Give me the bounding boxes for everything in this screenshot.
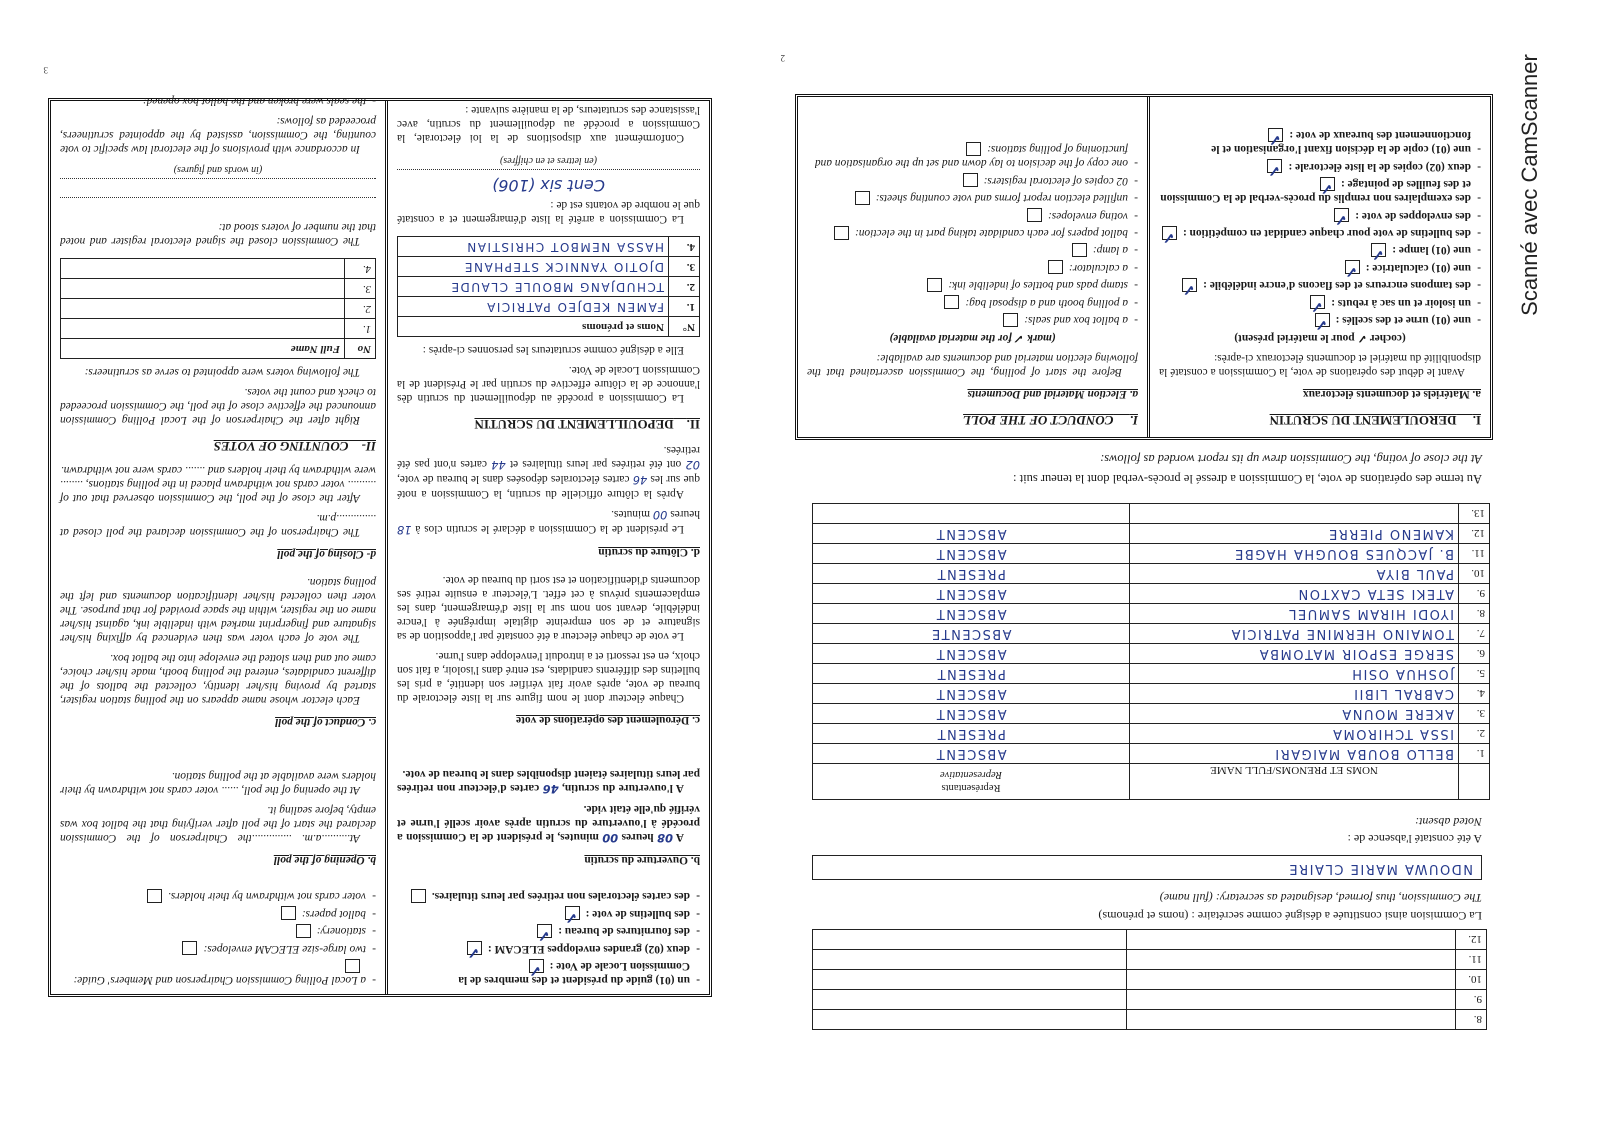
counting-title-fr: II. DEPOUILLEMENT DU SCRUTIN: [474, 417, 700, 433]
checklist-item-label: a lamp:: [1092, 244, 1128, 257]
scrutineers-table-en: [60, 258, 376, 359]
materials-checklist-en-cont: [60, 889, 376, 987]
row-number: 11.: [1456, 950, 1487, 970]
table-row: [398, 297, 700, 317]
candidate-name: [1130, 744, 1459, 764]
checkbox[interactable]: [565, 906, 580, 920]
checklist-item: [807, 295, 1138, 309]
checkbox[interactable]: [927, 278, 942, 292]
checklist-item-label: ballot papers:: [301, 907, 366, 920]
checklist-item: [807, 278, 1138, 292]
members-table-continued: [812, 929, 1487, 1030]
status-text: ABSCENT: [935, 586, 1007, 601]
checklist-item: [1159, 208, 1481, 222]
checkbox[interactable]: [281, 906, 296, 920]
page3-box: [48, 95, 712, 997]
checklist-item-label: une (01) calculatrice :: [1365, 261, 1471, 274]
checkbox[interactable]: [1315, 313, 1330, 327]
checkbox[interactable]: [1345, 260, 1360, 274]
checkbox[interactable]: [944, 295, 959, 309]
checkbox[interactable]: [1003, 313, 1018, 327]
checklist-item-label: stamp pads and bottles of indelible ink:: [948, 279, 1128, 292]
checklist-item: [1159, 278, 1481, 292]
table-row: [813, 624, 1490, 644]
page-number: 3: [43, 65, 48, 75]
representative-status: [813, 584, 1130, 604]
materials-intro-en: Before the start of polling, the Commission ascertained that the following election material and documents are available:: [807, 352, 1138, 378]
subsection-a-title-fr: a. Matériels et documents électoraux: [1302, 388, 1481, 400]
table-row: [61, 279, 376, 299]
section-i-fr: [1147, 97, 1490, 437]
row-number: 13.: [1459, 504, 1490, 524]
row-number: 12.: [1456, 930, 1487, 950]
candidate-name-text: TOMAINO HERMINE PATRICIA: [1230, 626, 1454, 641]
checklist-item: [1159, 159, 1481, 173]
row-number: 2.: [669, 277, 700, 297]
conduct-p2-fr: Le vote de chaque électeur a été constaté par l'apposition de sa signature et de son empreinte digitale imprégnée à l'encre indélébile, devant son nom sur la liste d'émargement, dans les emplacements prévus à cet effet. L'électeur a ensuite retiré ses documents d'identification et est sorti du bureau de vote.: [397, 574, 700, 643]
row-number: 5.: [1459, 664, 1490, 684]
candidate-name-text: PAUL BIYA: [1375, 566, 1454, 581]
candidate-name-text: CABRAL LIBII: [1352, 686, 1454, 701]
checkbox[interactable]: [963, 173, 978, 187]
checklist-item-label: deux (02) grandes enveloppes ELECAM :: [487, 942, 690, 955]
table-row: [813, 744, 1490, 764]
representative-status: [813, 564, 1130, 584]
checklist-item-label: voting envelopes:: [1047, 209, 1128, 222]
opening-cards-count: 46: [542, 782, 559, 797]
row-number: 2.: [345, 299, 376, 319]
row-number: 3.: [345, 279, 376, 299]
table-header: [398, 317, 700, 337]
table-row: [813, 950, 1487, 970]
checklist-item: [60, 906, 376, 920]
checklist-item: [807, 142, 1138, 170]
secretary-label-en: The Commission, thus formed, designated as secretary: (full name): [1159, 891, 1482, 905]
section-i-box: [795, 94, 1493, 440]
candidate-name-text: ISSA TCHIROMA: [1331, 726, 1454, 741]
candidate-name-text: B. JACQUES BOUGHA HAGBE: [1233, 546, 1454, 561]
table-row: [813, 564, 1490, 584]
opening-title-en: b. Opening of the poll: [273, 854, 376, 867]
counting-p1-en: Right after the Chairperson of the Local Polling Commission announced the effective close of the poll, the Commission proceeded to check and count the votes.: [60, 386, 376, 427]
absent-label-en: Noted absent:: [1415, 815, 1482, 829]
representative-status: [813, 744, 1130, 764]
table-row: [813, 724, 1490, 744]
checkbox[interactable]: [1267, 159, 1282, 173]
checklist-item-label: des bulletins de vote pour chaque candidat en compétition :: [1182, 227, 1471, 240]
voters-line-2: [60, 178, 376, 195]
checklist-item: [807, 313, 1138, 327]
checklist-item: [1159, 243, 1481, 257]
opening-text-en: At..........a.m. ..............the Chairperson of the Commission declared the start of the poll after verifying that the ballot box was empty, before sealing it.: [60, 804, 376, 845]
checkbox[interactable]: [1268, 128, 1283, 142]
voters-count: Cent six (106): [492, 176, 605, 196]
voters-label-en: The Commission closed the signed electoral register and noted that the number of voters stood at:: [60, 221, 376, 248]
candidate-name: [1130, 504, 1459, 524]
candidate-name-text: IYODI HIRAM SAMUEL: [1287, 606, 1454, 621]
voters-hint-en: (in words and figures): [173, 164, 263, 176]
materials-note-en: (mark ✓ for the material available): [889, 332, 1056, 344]
header-representative: [813, 764, 1130, 800]
representative-cell: [813, 950, 1127, 970]
row-number: 6.: [1459, 644, 1490, 664]
section-i-en: [798, 97, 1147, 437]
checklist-item: [397, 906, 700, 920]
status-text: PRESENT: [936, 566, 1006, 581]
scrutineer-name: [61, 279, 345, 299]
checklist-item: [60, 889, 376, 903]
table-row: [813, 504, 1490, 524]
voters-label-fr: La Commission a arrêté la liste d'émargement et a constaté que le nombre de votants est de :: [397, 199, 700, 226]
row-number: 9.: [1459, 584, 1490, 604]
checkbox[interactable]: [345, 959, 360, 973]
checkbox[interactable]: [1310, 295, 1325, 309]
representative-status: [813, 724, 1130, 744]
checklist-item-label: a polling booth and a disposal bag:: [965, 296, 1128, 309]
table-row: [813, 704, 1490, 724]
scrutineer-name: [398, 297, 669, 317]
opening-hour: 08: [657, 831, 673, 846]
status-text: ABSCENT: [935, 646, 1007, 661]
row-number: 4.: [1459, 684, 1490, 704]
checkbox[interactable]: [537, 924, 552, 938]
representative-cell: [813, 970, 1127, 990]
row-number: 7.: [1459, 624, 1490, 644]
checklist-item-label: a calculator:: [1068, 261, 1128, 274]
checklist-item-label: des tampons encreurs et des flacons d'encre indélébile :: [1203, 279, 1471, 292]
candidate-name: [1130, 684, 1459, 704]
candidate-name-text: SERGE ESPOIR MATOMBA: [1258, 646, 1454, 661]
table-row: [813, 644, 1490, 664]
checkbox[interactable]: [966, 142, 981, 156]
checkbox[interactable]: [1320, 177, 1335, 191]
conduct-p1-fr: Chaque électeur dont le nom figure sur la liste électorale du bureau de vote, après avoir fait vérifier son identité, a pris les bulletins des différents candidats, est entré dans l'isoloir, a fait son choix, en est ressorti et a introduit l'enveloppe dans l'urne.: [397, 650, 700, 705]
absent-label-fr: A été constaté l'absence de :: [1347, 832, 1482, 846]
representative-status: [813, 504, 1130, 524]
representative-cell: [813, 990, 1127, 1010]
candidate-name: [1130, 624, 1459, 644]
page3-fr-column: [385, 101, 709, 994]
closing-minutes: 00: [652, 508, 668, 523]
header-name: Noms et prénoms: [398, 317, 669, 337]
checklist-item: [807, 191, 1138, 205]
row-number: 10.: [1456, 970, 1487, 990]
checklist-item-label: 02 copies of electoral registers:: [983, 174, 1128, 187]
name-cell: [1127, 990, 1456, 1010]
checklist-item: [1159, 295, 1481, 309]
checkbox[interactable]: [147, 889, 162, 903]
candidate-name: [1130, 644, 1459, 664]
scrutineer-name: [61, 259, 345, 279]
header-no: [1459, 764, 1490, 800]
checklist-item-label: a ballot box and seals:: [1024, 314, 1128, 326]
checkbox[interactable]: [1162, 226, 1177, 240]
closing-title-en: d- Closing of the poll: [277, 548, 376, 561]
scrutineer-name: [61, 319, 345, 339]
candidate-name: [1130, 664, 1459, 684]
table-row: [813, 584, 1490, 604]
checklist-item-label: des fournitures de bureau :: [558, 925, 690, 938]
representative-status: [813, 664, 1130, 684]
materials-checklist-fr-cont: [397, 889, 700, 987]
checklist-item: [397, 959, 700, 987]
table-row: [813, 990, 1487, 1010]
row-number: 2.: [1459, 724, 1490, 744]
table-row: [61, 319, 376, 339]
table-row: [61, 299, 376, 319]
counting-title-en: II- COUNTING OF VOTES: [213, 439, 376, 455]
checklist-item-label: a Local Polling Commission Chairperson and Members' Guide:: [73, 974, 366, 986]
table-row: [813, 684, 1490, 704]
checkbox[interactable]: [855, 191, 870, 205]
checkbox[interactable]: [1334, 208, 1349, 222]
name-cell: [1127, 930, 1456, 950]
table-header: [61, 339, 376, 359]
row-number: 4.: [669, 237, 700, 257]
secretary-label-fr: La Commision ainsi constituée a désigné comme secrétaire : (noms et prénoms): [1098, 909, 1482, 923]
closing-p1-fr: Le président de la Commission a déclaré le scrutin clos à 18 heures 00 minutes.: [397, 508, 700, 538]
checkbox[interactable]: [1072, 243, 1087, 257]
checklist-item-label: two large-size ELECAM envelopes:: [203, 942, 366, 955]
checklist-item-label: une (01) lampe :: [1392, 244, 1471, 257]
header-representative-en: Representative: [940, 769, 1003, 781]
row-number: 11.: [1459, 544, 1490, 564]
candidate-name: [1130, 704, 1459, 724]
row-number: 10.: [1459, 564, 1490, 584]
checkbox[interactable]: [1048, 260, 1063, 274]
checkbox[interactable]: [1182, 278, 1197, 292]
checkbox[interactable]: [467, 941, 482, 955]
checklist-item: [397, 889, 700, 903]
row-number: 3.: [669, 257, 700, 277]
materials-note-fr: (cocher ✓ pour le matériel présent): [1234, 332, 1406, 344]
absent-table-header: [813, 764, 1490, 800]
scrutineer-name: [398, 277, 669, 297]
absent-table: [812, 503, 1490, 800]
candidate-name: [1130, 584, 1459, 604]
header-full-name: NOMS ET PRENOMS/FULL NAME: [1130, 764, 1459, 800]
status-text: ABSCENTE: [930, 626, 1012, 641]
checklist-item-label: stationery:: [316, 925, 366, 938]
voters-hint-fr: (en lettres et en chiffres): [500, 155, 598, 167]
report-intro-en: At the close of voting, the Commission drew up its report worded as follows:: [1100, 452, 1482, 466]
opening-cards-en: At the opening of the poll, ...... voter cards not withdrawn by their holders were available at the polling station.: [60, 770, 376, 797]
row-number: 12.: [1459, 524, 1490, 544]
checklist-item: [1159, 177, 1481, 205]
counting-p2-en: The following voters were appointed to serve as scrutineers:: [84, 366, 360, 379]
name-cell: [1127, 950, 1456, 970]
checklist-item-label: des bulletins de vote :: [585, 907, 690, 920]
checklist-item-label: des exemplaires non remplis du procès-verbal de la Commission et des feuilles de pointage :: [1160, 178, 1471, 205]
materials-intro-fr: Avant le début des opérations de vote, la Commission a constaté la disponibilité du matériel et documents électoraux ci-après:: [1159, 352, 1481, 378]
section-i-title-fr: I. DEROULEMENT DU SCRUTIN: [1269, 413, 1481, 428]
name-cell: [1127, 1010, 1456, 1030]
status-text: ABSCENT: [935, 746, 1007, 761]
counting-p2-fr: Elle a désigné comme scrutateurs les personnes ci-après :: [422, 344, 684, 357]
conduct-p2-en: The vote of each voter was then evidenced by affixing his/her signature and fingerprint marked with indelible ink, against his/her name on the register, within the space provided for that purpose. The voter then collected his/her identification documents and left the polling station.: [60, 576, 376, 645]
checklist-item-label: voter cards not withdrawn by their holders.: [168, 890, 366, 903]
header-name: Full Name: [61, 339, 345, 359]
status-text: ABSCENT: [935, 606, 1007, 621]
status-text: ABSCENT: [935, 686, 1007, 701]
table-row: [813, 604, 1490, 624]
checklist-item-label: deux (02) copies de la liste électorale :: [1288, 160, 1471, 173]
materials-checklist-fr: [1159, 128, 1481, 327]
representative-cell: [813, 930, 1127, 950]
table-row: [813, 1010, 1487, 1030]
representative-status: [813, 544, 1130, 564]
opening-title-fr: b. Ouverture du scrutin: [584, 854, 700, 867]
checklist-item: [397, 941, 700, 955]
row-number: 1.: [669, 297, 700, 317]
candidate-name: [1130, 524, 1459, 544]
conduct-p1-en: Each elector whose name appears on the polling station register, started by proving his/her identity, collected the ballots of the different candidates, entered the polling booth, made his/her choice, came out and then slotted the envelope into the ballot box.: [60, 652, 376, 707]
scrutineer-name-text: HASSA NEMBOT CHRISTIAN: [465, 240, 664, 255]
status-text: ABSCENT: [935, 526, 1007, 541]
checklist-item-label: des cartes électorales non retirées par leurs titulaires.: [431, 890, 690, 903]
representative-status: [813, 704, 1130, 724]
header-representatives-fr: Représentants: [941, 782, 1001, 794]
checkbox[interactable]: [1371, 243, 1386, 257]
checklist-item-label: une (01) urne et des scellés :: [1335, 314, 1471, 326]
checklist-item-label: ballot papers for each candidate taking part in the election:: [854, 227, 1128, 240]
checklist-item: [1159, 260, 1481, 274]
closing-hour: 18: [397, 523, 412, 538]
checklist-item: [60, 959, 376, 987]
table-row: [813, 970, 1487, 990]
row-number: 3.: [1459, 704, 1490, 724]
checklist-item: [807, 260, 1138, 274]
candidate-name-text: KAMENO PIERRE: [1327, 526, 1454, 541]
scrutineer-name-text: DJOTIO YANNICK STEPHANE: [463, 260, 664, 275]
candidate-name: [1130, 544, 1459, 564]
row-number: 4.: [345, 259, 376, 279]
candidate-name-text: JOSHUA OSIH: [1350, 666, 1454, 681]
final-p-fr: Conformément aux dispositions de la loi électorale, la Commission a procédé au dépouillement du scrutin, avec l'assistance des scrutateurs, de la manière suivante :: [397, 104, 700, 145]
checkbox[interactable]: [183, 941, 198, 955]
table-row: [813, 930, 1487, 950]
checklist-item-label: un isoloir et un sac à rebuts :: [1331, 296, 1471, 309]
table-row: [813, 524, 1490, 544]
scrutineer-name-text: FAMEN KEDJEO PATRICIA: [485, 300, 664, 315]
scrutineers-table-fr: [397, 236, 700, 337]
checklist-item: [807, 243, 1138, 257]
checklist-item: [1159, 226, 1481, 240]
header-no: No: [345, 339, 376, 359]
checklist-item-label: un (01) guide du président et des membres de la Commission Locale de Vote :: [458, 960, 690, 986]
checklist-item-label: unfilled election report forms and vote counting sheets:: [875, 192, 1128, 205]
checklist-item-label: des enveloppes de vote :: [1355, 209, 1471, 222]
secretary-name: NDOUWA MARIE CLAIRE: [1287, 861, 1473, 876]
row-number: 9.: [1456, 990, 1487, 1010]
table-row: [61, 259, 376, 279]
representative-status: [813, 644, 1130, 664]
table-row: [398, 277, 700, 297]
checklist-item: [1159, 313, 1481, 327]
voters-line-1: [60, 197, 376, 214]
table-row: [398, 257, 700, 277]
row-number: 8.: [1456, 1010, 1487, 1030]
row-number: 1.: [345, 319, 376, 339]
closing-p2-en: After the close of the poll, the Commission observed that out of .......... voter cards not withdrawn placed in the polling stations, ........ were withdrawn by their holders and ....... cards were not withdrawn.: [60, 464, 376, 505]
opening-cards-fr: A l'ouverture du scrutin, 46 cartes d'électeur non retirées par leurs titulaires étaient disponibles dans le bureau de vote.: [397, 768, 700, 797]
checklist-item: [1159, 128, 1481, 156]
checkbox[interactable]: [834, 226, 849, 240]
candidate-name: [1130, 564, 1459, 584]
scrutineer-name-text: TCHUDJANG MBOULE CLAUDE: [449, 280, 664, 295]
opening-minutes: 00: [602, 831, 619, 846]
table-row: [398, 237, 700, 257]
counting-p1-fr: La Commission a procédé au dépouillement du scrutin dès l'annonce de la clôture effective du scrutin par le Président de la Commission Locale de Vote.: [397, 364, 700, 405]
watermark-text: Scanné avec CamScanner: [1517, 54, 1542, 316]
candidate-name-text: AKERE MOUNA: [1340, 706, 1454, 721]
table-row: [813, 544, 1490, 564]
section-i-title-en: I. CONDUCT OF THE POLL: [963, 413, 1138, 428]
candidate-name: [1130, 604, 1459, 624]
checklist-item-label: one copy of the decision to lay down and set up the organisation and functioning of polling stations:: [814, 143, 1128, 170]
status-text: ABSCENT: [935, 546, 1007, 561]
representative-cell: [813, 1010, 1127, 1030]
representative-status: [813, 684, 1130, 704]
candidate-name-text: ATEKI SETA CAXTON: [1297, 586, 1454, 601]
voters-count-line: [397, 169, 700, 196]
status-text: ABSCENT: [935, 706, 1007, 721]
page-number: 2: [780, 53, 785, 63]
opening-text-fr: A 08 heures 00 minutes, le président de la Commission a procédé à l'ouverture du scrutin après avoir scellé l'urne et vérifié qu'elle était vide.: [396, 803, 700, 846]
materials-checklist-en: [807, 142, 1138, 327]
scrutineer-name: [398, 237, 669, 257]
row-number: 8.: [1459, 604, 1490, 624]
candidate-name-text: BELLO BOUBA MAIGARI: [1273, 746, 1454, 761]
final-p-en: In accordance with provisions of the electoral law specific to vote counting, the Commission, assisted by the appointed scrutineers, proceeded as follows:: [60, 115, 376, 156]
representative-status: [813, 604, 1130, 624]
checklist-item: [807, 173, 1138, 187]
subsection-a-title-en: a. Election Material and Documents: [967, 388, 1138, 400]
secretary-name-box: [812, 855, 1482, 880]
page3-en-column: [51, 95, 385, 994]
representative-status: [813, 524, 1130, 544]
checkbox[interactable]: [529, 959, 544, 973]
conduct-title-fr: c. Déroulement des opérations de vote: [516, 714, 700, 727]
table-row: [813, 664, 1490, 684]
checkbox[interactable]: [411, 889, 426, 903]
closing-p1-en: The Chairperson of the Commission declared the poll closed at ..............p.m.: [60, 512, 376, 539]
checklist-item: [807, 226, 1138, 240]
checkbox[interactable]: [296, 924, 311, 938]
representative-status: [813, 624, 1130, 644]
checklist-item: [60, 941, 376, 955]
candidate-name: [1130, 724, 1459, 744]
report-intro-fr: Au terme des opérations de vote, la Commission a dressé le procès-verbal dont la teneur suit :: [1013, 472, 1482, 486]
final-item-en: - the seals were broken and the ballot box opened:: [60, 94, 376, 108]
status-text: PRESENT: [936, 666, 1006, 681]
conduct-title-en: c. Conduct of the poll: [275, 716, 376, 729]
checklist-item: [60, 924, 376, 938]
name-cell: [1127, 970, 1456, 990]
scrutineer-name: [61, 299, 345, 319]
scrutineer-name: [398, 257, 669, 277]
closing-p2-fr: Après la clôture officielle du scrutin, la Commission a noté que sur les 46 cartes électorales déposées dans le bureau de vote, 02 ont été retirées par leurs titulaires et 44 cartes n'ont pas été retirées.: [397, 444, 700, 501]
row-number: 1.: [1459, 744, 1490, 764]
checklist-item: [397, 924, 700, 938]
checklist-item-label: une (01) copie de la décision fixant l'organisation et le fonctionnement des bureaux de vote :: [1211, 129, 1471, 156]
header-no: N°: [669, 317, 700, 337]
checklist-item: [807, 208, 1138, 222]
closing-title-fr: d. Clôture du scrutin: [598, 546, 700, 559]
status-text: PRESENT: [936, 726, 1006, 741]
checkbox[interactable]: [1027, 208, 1042, 222]
